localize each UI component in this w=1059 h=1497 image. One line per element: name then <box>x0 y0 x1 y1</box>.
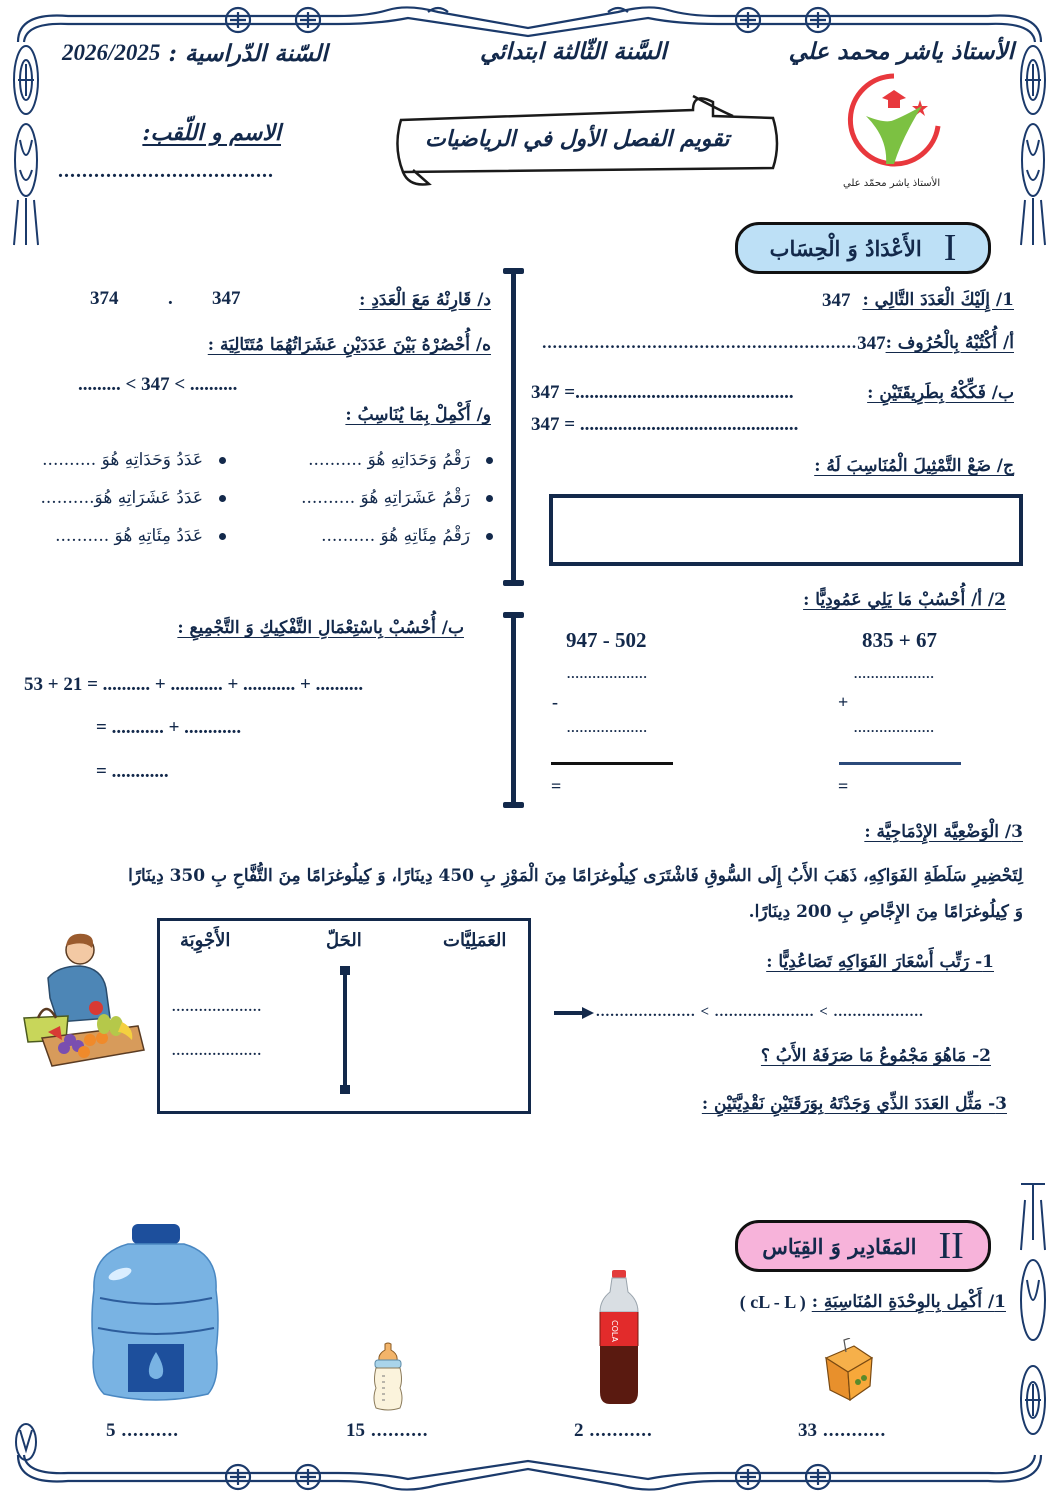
section-2-title: المَقَادِير وَ القِيَاس <box>762 1233 917 1259</box>
decomposition-line-2[interactable]: = ........... + ............ <box>96 717 242 738</box>
measure-item-juice: 33 ........... <box>798 1420 887 1441</box>
section-1-number: I <box>943 227 957 269</box>
subtraction-rule <box>551 762 673 765</box>
addition-blank-2[interactable]: ................... <box>854 720 935 735</box>
water-jug-icon <box>88 1220 224 1406</box>
minus-sign: - <box>552 692 558 712</box>
list-item: عَدَدُ عَشَرَاتِهِ هُوَ.......... <box>41 488 227 526</box>
q1-f-left-list <box>41 450 227 564</box>
section-1-title: الأَعْدَادُ وَ الْحِسَاب <box>769 235 922 261</box>
subtraction-blank-2[interactable]: ................... <box>567 720 648 735</box>
story-line-2: وَ كِيلُوغرَامًا مِنَ الإِجَّاصِ بِ 200 دِينَارًا. <box>748 902 1023 922</box>
q1-d-compare-other: 374 <box>90 288 119 309</box>
measure-item-cola: 2 ........... <box>574 1420 653 1441</box>
ornamental-border-bottom <box>8 1451 1051 1495</box>
story-line-1: لِتَحْضِيرِ سَلَطَةِ الفَوَاكِهِ، ذَهَبَ الأَبُ إِلَى السُّوقِ فَاشْتَرَى كِيلُوغرَامًا مِنَ الْمَوْزِ بِ 450 دِينَارًا، وَ كِيلُوغرَامًا مِنَ التُّفَّاحِ بِ 350 دِينَارًا <box>128 866 1023 886</box>
q3-sub3: 3- مَثِّل العَدَدَ الذِّي وَجَدْتَهُ بِوَرَقَتَيْنِ نَقْدِيَّتَيْنِ : <box>701 1094 1007 1114</box>
measure-unit-field[interactable]: .......... <box>121 1420 179 1441</box>
subtraction-blank-1[interactable]: ................... <box>567 666 648 681</box>
section-2-number: II <box>938 1225 964 1267</box>
q1-d-compare-number: 347 <box>212 288 241 309</box>
addition-blank-1[interactable]: ................... <box>854 666 935 681</box>
q1-b-label: ب/ فَكِّكْهُ بِطَرِيقَتَيْنِ : <box>867 383 1014 403</box>
baby-bottle-icon <box>370 1342 406 1412</box>
cola-bottle-icon <box>598 1268 640 1406</box>
q3-sub2: 2- مَاهُوَ مَجْمُوعُ مَا صَرَفَهُ الأَبُ ؟ <box>760 1046 991 1066</box>
unit-options: ( cL - L ) <box>739 1292 806 1312</box>
list-item: رَقْمُ مِئَاتِهِ هُوَ .......... <box>301 526 493 564</box>
measure-item-water-jug: 5 .......... <box>106 1420 179 1441</box>
ornamental-border-left-top <box>8 40 44 250</box>
answer-blank-2[interactable]: .................... <box>172 1044 262 1059</box>
order-prices-field[interactable]: ..................... < ..................... < ................... <box>596 1004 924 1020</box>
table-divider <box>343 970 347 1090</box>
representation-box[interactable] <box>549 494 1023 566</box>
juice-box-icon <box>818 1338 876 1402</box>
logo-caption: الأستاذ ياشر محمّد علي <box>843 178 941 189</box>
addition-rule <box>839 762 961 765</box>
q1-c-label: ج/ ضَعْ التَّمْثِيلَ الْمُنَاسِبَ لَهُ : <box>814 456 1014 476</box>
answer-blank-1[interactable]: .................... <box>172 1000 262 1015</box>
q1-b-line2[interactable]: 347 = .............................................. <box>531 414 799 435</box>
q1-b-line1[interactable]: 347 =.............................................. <box>531 382 794 403</box>
measure-item-baby-bottle: 15 .......... <box>346 1420 429 1441</box>
q1-e-expression[interactable]: ......... < 347 < .......... <box>78 374 238 395</box>
measure-unit-field[interactable]: .......... <box>371 1420 429 1441</box>
decomposition-line-1[interactable]: 53 + 21 = .......... + ........... + ........... + .......... <box>24 674 364 695</box>
column-divider-2 <box>511 614 516 806</box>
school-year <box>62 40 328 67</box>
list-item: رَقْمُ عَشَرَاتِهِ هُوَ .......... <box>301 488 493 526</box>
measure-unit-field[interactable]: ........... <box>589 1420 653 1441</box>
list-item: عَدَدُ مِئَاتِهِ هُوَ .......... <box>41 526 227 564</box>
teacher-name: الأستاذ ياشر محمد علي <box>788 38 1014 65</box>
school-year-value: 2026/2025 <box>62 40 161 65</box>
q1-d-compare-blank[interactable]: . <box>168 288 173 309</box>
grade-level: السَّنة الثّالثة ابتدائي <box>480 38 667 65</box>
svg-text:COLA: COLA <box>610 1320 619 1342</box>
table-header-operations: العَمَلِيَّات <box>443 930 507 951</box>
q1-f-right-list <box>301 450 493 564</box>
operation-addition: 835 + 67 <box>862 628 937 652</box>
arrow-right-icon <box>554 1007 594 1019</box>
q1-a: أ/ أُكْتُبْهُ بِالْحُرُوف : 347 ............................................................ <box>542 333 1014 354</box>
q3-sub1: 1- رَتِّب أَسْعَارَ الفَوَاكِهِ تَصَاعُدِيًّا : <box>766 952 994 972</box>
list-item: رَقْمُ وَحَدَاتِهِ هُوَ .......... <box>301 450 493 488</box>
q1-number: 347 <box>821 290 851 311</box>
q3-sub1-answer <box>554 1004 924 1021</box>
q1-a-answer-field[interactable]: ............................................................ <box>542 333 858 352</box>
exam-title: تقويم الفصل الأول في الرياضيات <box>425 126 730 152</box>
ornamental-border-left-bottom <box>8 1420 44 1470</box>
operation-subtraction: 947 - 502 <box>566 628 647 652</box>
q1-prompt: 1/ إِلَيْكَ الْعَدَدَ التَّالِي : 347 <box>821 290 1014 311</box>
q1-e-label: ه/ أُحْصُرْهُ بَيْنَ عَدَدَيْنِ عَشَرَاتُهُمَا مُتَتَالِيَة : <box>207 335 491 355</box>
shopper-with-fruit-illustration <box>18 928 148 1070</box>
school-year-label: السّنة الدّراسية : <box>168 40 328 67</box>
q1-d-label: د/ قَارِنْهُ مَعَ الْعَدَدِ : <box>359 290 491 310</box>
plus-sign: + <box>838 692 849 712</box>
ornamental-border-right-bottom <box>1015 1180 1051 1460</box>
section-2-header <box>735 1220 991 1272</box>
q3-label: 3/ الْوَضْعِيَّة الإِدْمَاجِيَّة : <box>864 822 1023 842</box>
name-label: الاسم و اللّقب: <box>142 120 281 146</box>
column-divider-1 <box>511 270 516 584</box>
section-2-q1: 1/ أَكْمِل بِالوِحْدَةِ المُنَاسِبَةِ : ( cL - L ) <box>739 1292 1006 1312</box>
measure-unit-field[interactable]: ........... <box>823 1420 887 1441</box>
name-field[interactable]: .................................... <box>58 160 274 182</box>
decomposition-line-3[interactable]: = ............ <box>96 761 169 782</box>
table-header-solution: الحَلّ <box>326 930 362 951</box>
ornamental-border-right-top <box>1015 40 1051 250</box>
q2-b-label: ب/ أُحْسُبْ بِاسْتِعْمَالِ التَّفْكِيكِ وَ التَّجْمِيعِ : <box>177 618 464 638</box>
q1-f-label: و/ أَكْمِلْ بِمَا يُنَاسِبُ : <box>345 405 491 425</box>
section-1-header <box>735 222 991 274</box>
subtraction-equals[interactable]: = <box>551 776 562 796</box>
addition-equals[interactable]: = <box>838 776 849 796</box>
teacher-logo <box>842 68 946 178</box>
table-header-answers: الأَجْوِبَة <box>180 930 231 951</box>
list-item: عَدَدُ وَحَدَاتِهِ هُوَ .......... <box>41 450 227 488</box>
q2-a-label: 2/ أ/ أُحْسُبْ مَا يَلِي عَمُودِيًّا : <box>803 590 1006 610</box>
